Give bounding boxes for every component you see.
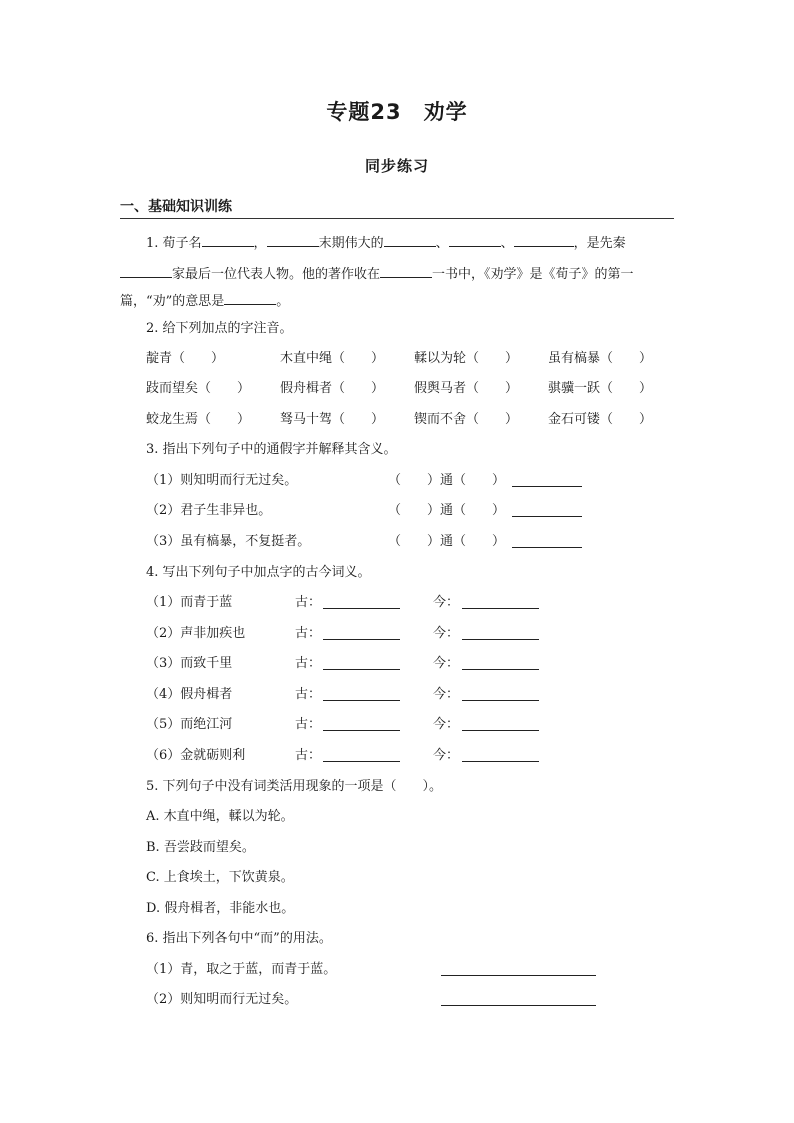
gu-answer-line[interactable] [323,608,400,609]
answer-paren[interactable]: （ ） [600,381,653,396]
q4-item: （3）而致千里 [146,656,233,671]
q6-item: （2）则知明而行无过矣。 [146,992,298,1007]
q2-phrase: 驽马十驾 [280,412,333,427]
gu-answer-line[interactable] [323,730,400,731]
answer-paren[interactable]: （ ） [600,412,653,427]
q3-item: （2）君子生非异也。 [146,503,272,518]
answer-paren[interactable]: （ ） [332,412,385,427]
gu-answer-line[interactable] [323,639,400,640]
q2-item [146,380,250,398]
q6-item: （1）青，取之于蓝，而青于蓝。 [146,962,337,977]
q1-text: 。 [276,294,290,309]
q1-text: ， [253,236,267,251]
q1-line1 [146,232,626,253]
answer-line[interactable] [512,516,582,517]
q2-item [280,411,384,429]
answer-line[interactable] [512,547,582,548]
jin-answer-line[interactable] [462,730,539,731]
answer-paren[interactable]: （ ） [466,351,519,366]
gu-label: 古： [295,717,322,732]
q6-prompt: 6. 指出下列各句中“而”的用法。 [146,931,332,946]
q1-text: 家最后一位代表人物。他的著作收在 [172,267,381,282]
page-title: 专题23 劝学 [326,100,468,124]
answer-paren[interactable]: （ ） [600,351,653,366]
q3-item: （1）则知明而行无过矣。 [146,473,298,488]
q2-phrase: 骐骥一跃 [548,381,601,396]
answer-paren[interactable]: （ ） [466,412,519,427]
q2-phrase: 輮以为轮 [414,351,467,366]
jin-label: 今： [433,748,460,763]
blank[interactable] [202,232,254,247]
q1-text: ，是先秦 [573,236,626,251]
blank[interactable] [514,232,574,247]
q2-item [280,380,384,398]
answer-paren[interactable]: （ ） [466,381,519,396]
q4-item: （2）声非加疾也 [146,626,246,641]
q2-item [548,411,652,429]
q1-text: 一书中，《劝学》是《荀子》的第一 [432,267,634,282]
jin-label: 今： [433,656,460,671]
q4-prompt: 4. 写出下列句子中加点字的古今词义。 [146,565,371,580]
q1-text: 、 [435,236,449,251]
jin-label: 今： [433,595,460,610]
gu-answer-line[interactable] [323,669,400,670]
q4-item: （5）而绝江河 [146,717,233,732]
q1-line2 [120,263,634,284]
answer-paren[interactable]: （ ） [172,351,225,366]
answer-paren[interactable]: （ ） [198,381,251,396]
jin-answer-line[interactable] [462,608,539,609]
blank[interactable] [380,263,432,278]
jin-label: 今： [433,626,460,641]
blank[interactable] [267,232,319,247]
q1-line3 [120,290,289,311]
answer-line[interactable] [512,486,582,487]
q2-item [414,350,518,368]
q2-phrase: 假舆马者 [414,381,467,396]
q2-item [548,350,652,368]
blank[interactable] [224,290,276,305]
page-subtitle: 同步练习 [364,157,429,175]
q2-prompt: 2. 给下列加点的字注音。 [146,321,293,336]
blank[interactable] [120,263,172,278]
jin-answer-line[interactable] [462,761,539,762]
answer-paren[interactable]: （ ） [198,412,251,427]
q2-item [146,411,250,429]
q6-answer-line[interactable] [441,975,596,976]
q4-item: （1）而青于蓝 [146,595,233,610]
q2-phrase: 锲而不舍 [414,412,467,427]
q2-phrase: 跂而望矣 [146,381,199,396]
jin-answer-line[interactable] [462,639,539,640]
q2-item [548,380,652,398]
q1-text: 末期伟大的 [318,236,384,251]
q4-item: （6）金就砺则利 [146,748,246,763]
blank[interactable] [384,232,436,247]
q3-tong[interactable]: （ ）通（ ） [388,534,506,549]
q2-item [414,411,518,429]
q5-option-a[interactable]: A. 木直中绳，輮以为轮。 [146,809,294,824]
q3-prompt: 3. 指出下列句子中的通假字并解释其含义。 [146,442,397,457]
q2-item [280,350,384,368]
q2-phrase: 虽有槁暴 [548,351,601,366]
q5-option-b[interactable]: B. 吾尝跂而望矣。 [146,840,255,855]
gu-label: 古： [295,626,322,641]
q3-tong[interactable]: （ ）通（ ） [388,503,506,518]
q3-tong[interactable]: （ ）通（ ） [388,473,506,488]
blank[interactable] [449,232,501,247]
jin-label: 今： [433,687,460,702]
gu-label: 古： [295,656,322,671]
q2-item [414,380,518,398]
answer-paren[interactable]: （ ） [332,351,385,366]
q4-item: （4）假舟楫者 [146,687,233,702]
q5-option-c[interactable]: C. 上食埃土，下饮黄泉。 [146,870,294,885]
jin-answer-line[interactable] [462,669,539,670]
q5-prompt: 5. 下列句子中没有词类活用现象的一项是（ ）。 [146,779,443,794]
q2-item [146,350,224,368]
gu-label: 古： [295,595,322,610]
answer-paren[interactable]: （ ） [332,381,385,396]
section-heading: 一、基础知识训练 [120,196,674,219]
gu-answer-line[interactable] [323,761,400,762]
q2-phrase: 蛟龙生焉 [146,412,199,427]
gu-label: 古： [295,748,322,763]
q2-phrase: 靛青 [146,351,173,366]
q3-item: （3）虽有槁暴，不复挺者。 [146,534,311,549]
q5-option-d[interactable]: D. 假舟楫者，非能水也。 [146,901,295,916]
q1-text: 1. 荀子名 [146,236,202,251]
gu-answer-line[interactable] [323,700,400,701]
q2-phrase: 假舟楫者 [280,381,333,396]
gu-label: 古： [295,687,322,702]
q2-phrase: 木直中绳 [280,351,333,366]
jin-answer-line[interactable] [462,700,539,701]
q1-text: 篇，“劝”的意思是 [120,294,225,309]
q6-answer-line[interactable] [441,1005,596,1006]
jin-label: 今： [433,717,460,732]
q1-text: 、 [500,236,514,251]
q2-phrase: 金石可镂 [548,412,601,427]
